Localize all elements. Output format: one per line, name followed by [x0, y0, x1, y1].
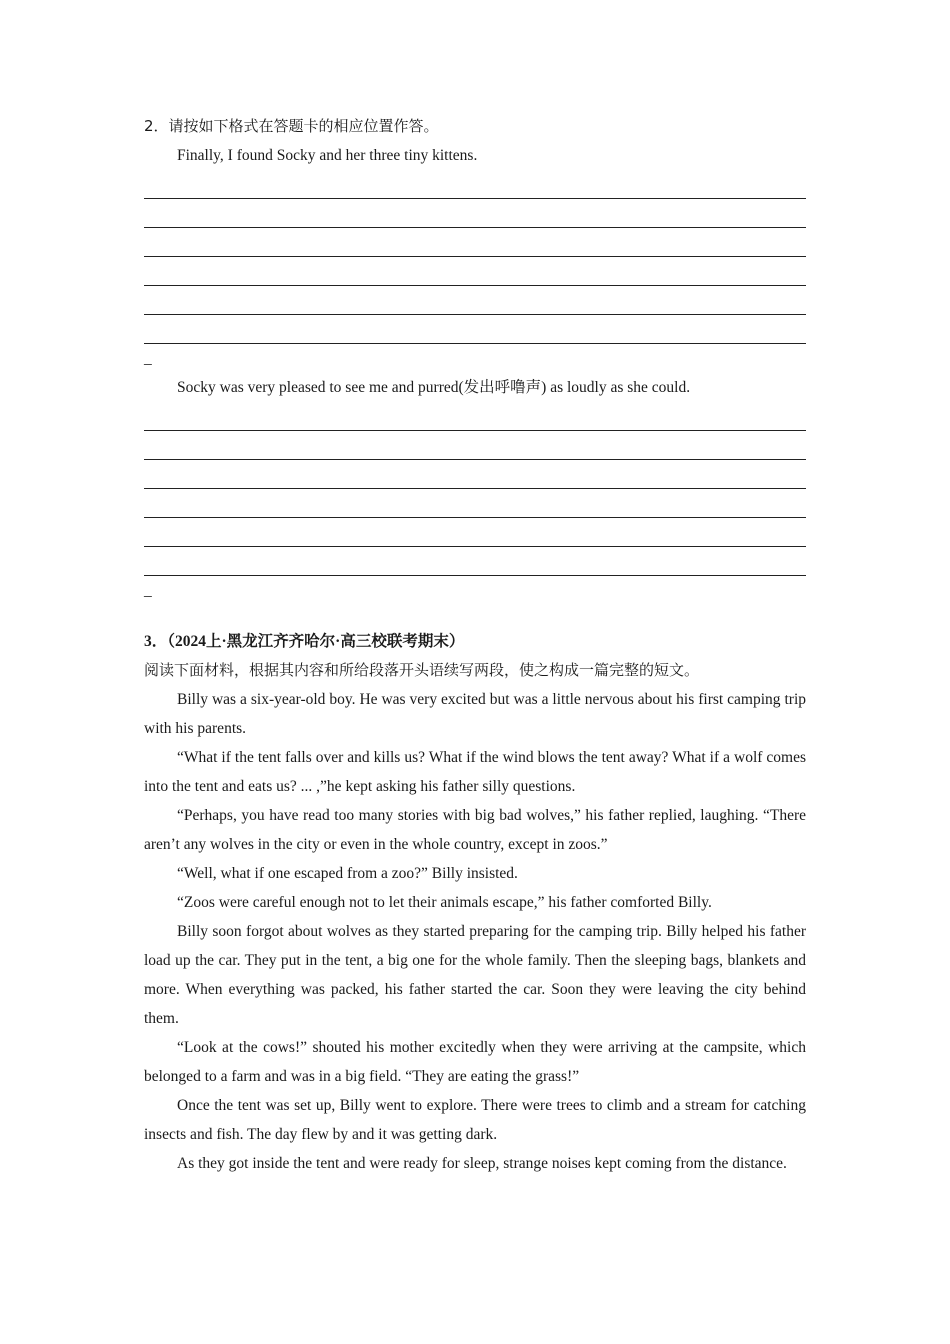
answer-line	[144, 489, 806, 518]
story-paragraph: “Look at the cows!” shouted his mother excitedly when they were arriving at the campsite, which belonged to a farm and was in a big field. “They are eating the grass!”	[144, 1039, 806, 1085]
answer-line	[144, 547, 806, 576]
answer-line	[144, 315, 806, 344]
item2-instruction: 2．请按如下格式在答题卡的相应位置作答。	[144, 117, 439, 135]
item2-para2-start: Socky was very pleased to see me and purred(发出呼噜声) as loudly as she could.	[177, 379, 691, 396]
answer-line	[144, 286, 806, 315]
answer-line	[144, 199, 806, 228]
answer-lines-2	[144, 402, 806, 576]
story-paragraph: “Well, what if one escaped from a zoo?” Billy insisted.	[177, 865, 518, 882]
answer-line-tail: _	[144, 350, 152, 367]
story-paragraph: “Perhaps, you have read too many stories with big bad wolves,” his father replied, laughing. “There aren’t any wolves in the city or even in the whole country, except in zoos.”	[144, 807, 806, 853]
story-paragraph: As they got inside the tent and were ready for sleep, strange noises kept coming from the distance.	[177, 1155, 787, 1172]
answer-line	[144, 402, 806, 431]
story-paragraph: Once the tent was set up, Billy went to explore. There were trees to climb and a stream for catching insects and fish. The day flew by and it was getting dark.	[144, 1097, 806, 1143]
answer-line	[144, 170, 806, 199]
answer-line	[144, 431, 806, 460]
answer-lines-1	[144, 170, 806, 344]
answer-line-tail: _	[144, 582, 152, 599]
item3-heading: 3．（2024上·黑龙江齐齐哈尔·高三校联考期末）	[144, 633, 465, 650]
answer-line	[144, 518, 806, 547]
answer-line	[144, 228, 806, 257]
story-paragraph: “Zoos were careful enough not to let their animals escape,” his father comforted Billy.	[177, 894, 712, 911]
story-paragraph: Billy soon forgot about wolves as they started preparing for the camping trip. Billy helped his father load up the car. They put in the tent, a big one for the whole family. Then the sleeping bags, blankets and more. When everything was packed, his father started the car. Soon they were leaving the city behind them.	[144, 923, 806, 1027]
story-paragraph: Billy was a six-year-old boy. He was very excited but was a little nervous about his first camping trip with his parents.	[144, 691, 806, 737]
document-page	[144, 112, 806, 1178]
item3-instruction: 阅读下面材料，根据其内容和所给段落开头语续写两段，使之构成一篇完整的短文。	[144, 661, 700, 679]
story-paragraph: “What if the tent falls over and kills us? What if the wind blows the tent away? What if a wolf comes into the tent and eats us? ... ,”he kept asking his father silly questions.	[144, 749, 806, 795]
answer-line	[144, 460, 806, 489]
answer-line	[144, 257, 806, 286]
item2-para1-start: Finally, I found Socky and her three tiny kittens.	[177, 147, 478, 164]
